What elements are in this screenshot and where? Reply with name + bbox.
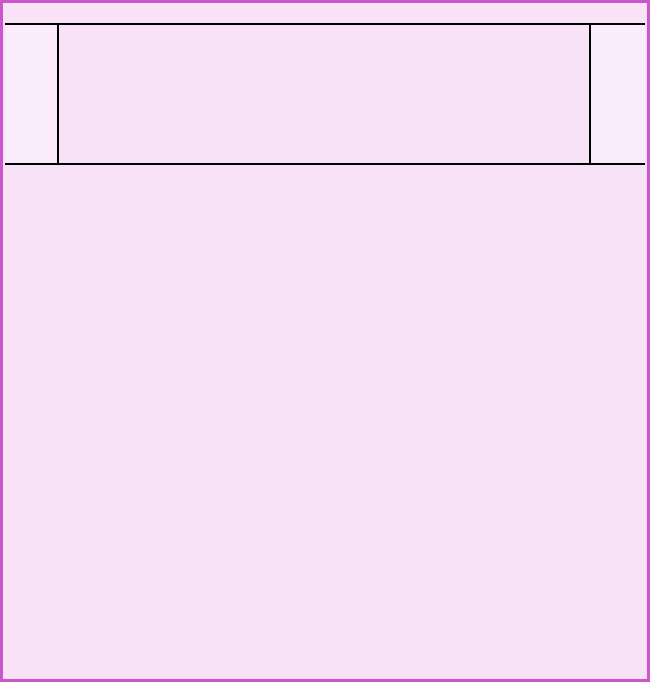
footer — [5, 352, 645, 679]
temp-axis-right — [589, 25, 645, 163]
chart-grid — [5, 23, 645, 352]
bbt-plot — [59, 25, 589, 163]
page-title — [5, 5, 645, 23]
temp-axis-left — [5, 25, 59, 163]
temperature-chart — [5, 25, 645, 165]
